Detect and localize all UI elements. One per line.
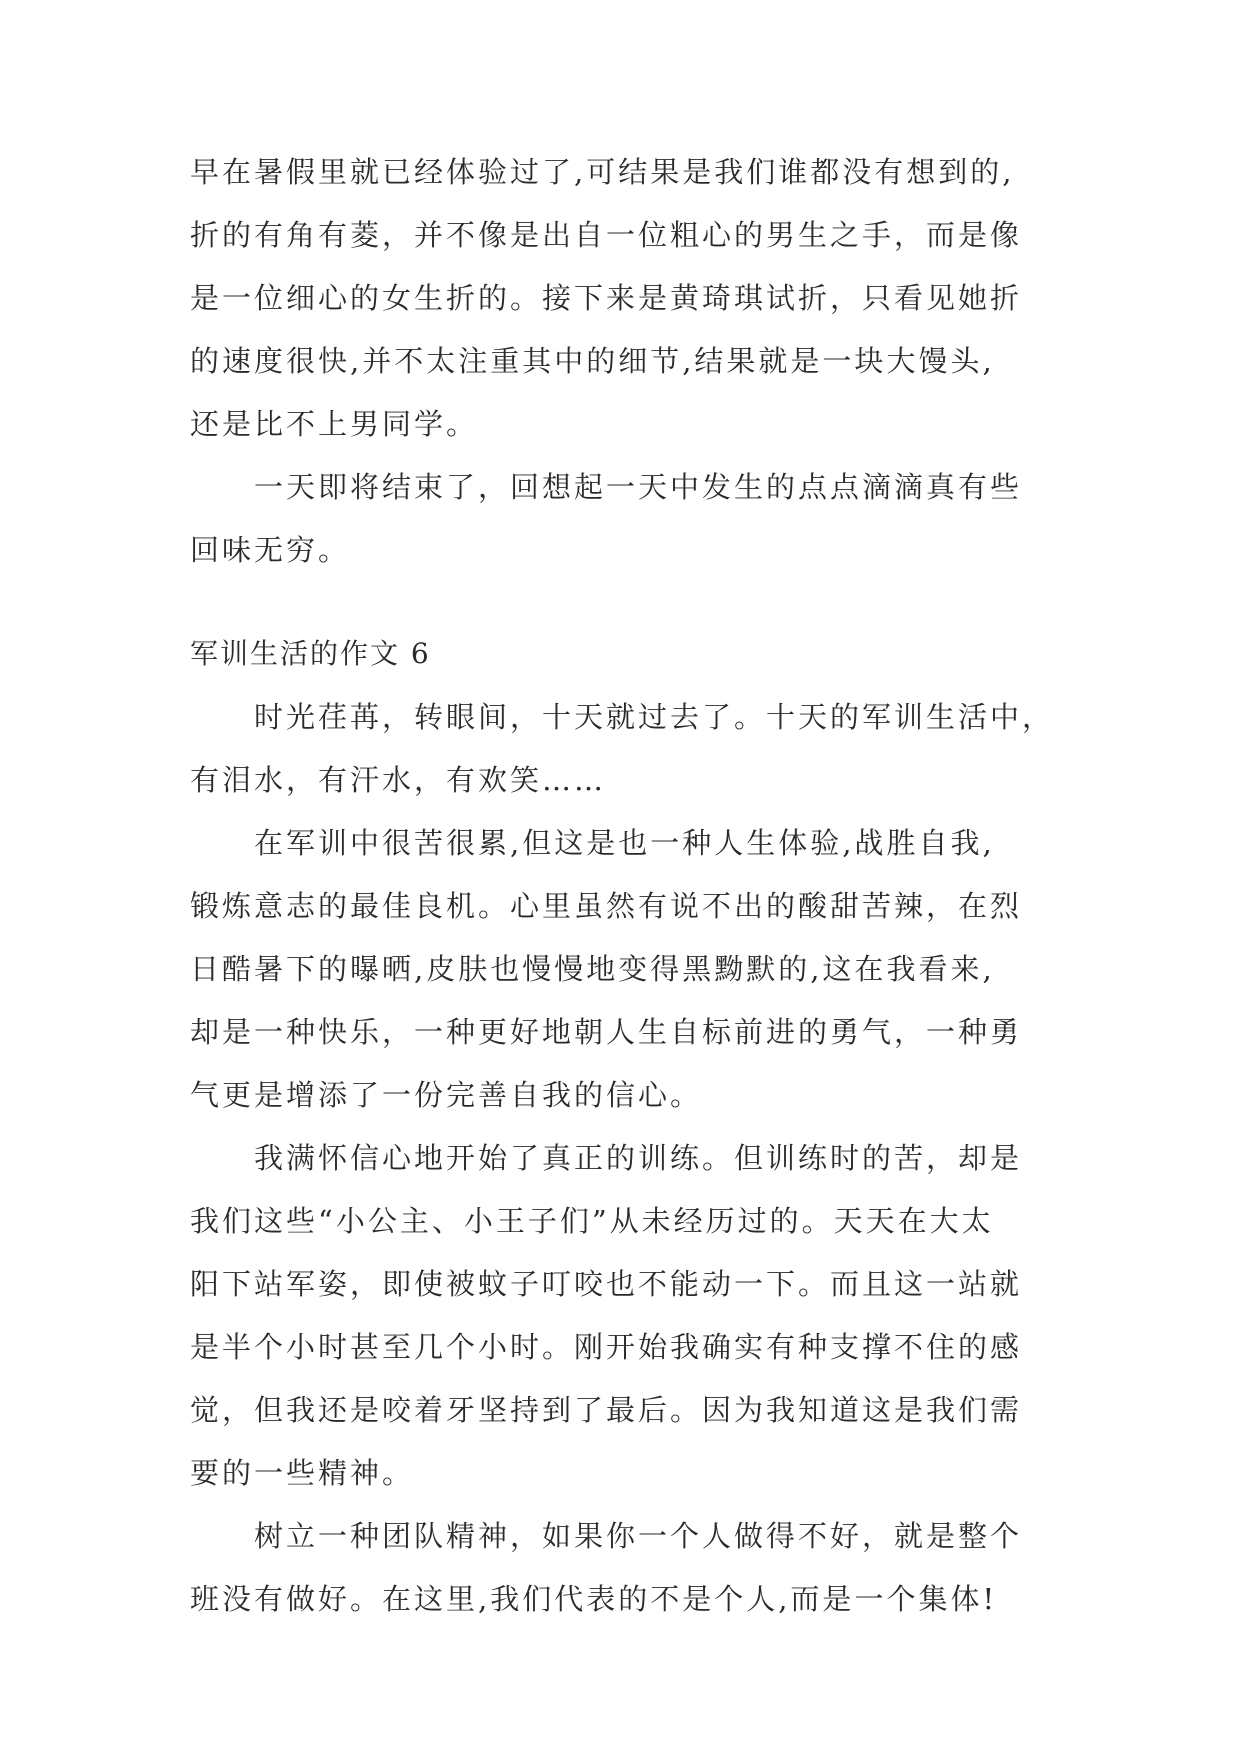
intro-line-3: 是一位细心的女生折的。接下来是黄琦琪试折，只看见她折 <box>190 281 1023 315</box>
p1-line-1: 时光荏苒，转眼间，十天就过去了。十天的军训生活中， <box>190 700 1055 734</box>
p1-line-2: 有泪水，有汗水，有欢笑…… <box>190 763 607 797</box>
p2-line-4: 却是一种快乐，一种更好地朝人生自标前进的勇气，一种勇 <box>190 1015 1023 1049</box>
p2-line-1: 在军训中很苦很累,但这是也一种人生体验,战胜自我, <box>190 826 995 860</box>
p3-line-2: 我们这些“小公主、小王子们”从未经历过的。天天在大太 <box>190 1204 994 1238</box>
p4-line-2: 班没有做好。在这里,我们代表的不是个人,而是一个集体! <box>190 1582 998 1616</box>
p4-line-1: 树立一种团队精神，如果你一个人做得不好，就是整个 <box>190 1519 1023 1553</box>
p3-line-1: 我满怀信心地开始了真正的训练。但训练时的苦，却是 <box>190 1141 1023 1175</box>
p3-line-6: 要的一些精神。 <box>190 1456 415 1490</box>
section-title: 军训生活的作文 6 <box>190 637 431 670</box>
p3-line-5: 觉，但我还是咬着牙坚持到了最后。因为我知道这是我们需 <box>190 1393 1023 1427</box>
p2-line-2: 锻炼意志的最佳良机。心里虽然有说不出的酸甜苦辣，在烈 <box>190 889 1023 923</box>
intro-line-4: 的速度很快,并不太注重其中的细节,结果就是一块大馒头, <box>190 344 995 378</box>
closing-line-2: 回味无穷。 <box>190 533 351 567</box>
intro-line-5: 还是比不上男同学。 <box>190 407 479 441</box>
p2-line-3: 日酷暑下的曝晒,皮肤也慢慢地变得黑黝默的,这在我看来, <box>190 952 995 986</box>
closing-line-1: 一天即将结束了，回想起一天中发生的点点滴滴真有些 <box>190 470 1023 504</box>
intro-line-1: 早在暑假里就已经体验过了,可结果是我们谁都没有想到的, <box>190 155 1015 189</box>
p3-line-4: 是半个小时甚至几个小时。刚开始我确实有种支撑不住的感 <box>190 1330 1023 1364</box>
p2-line-5: 气更是增添了一份完善自我的信心。 <box>190 1078 703 1112</box>
intro-line-2: 折的有角有菱，并不像是出自一位粗心的男生之手，而是像 <box>190 218 1023 252</box>
p3-line-3: 阳下站军姿，即使被蚊子叮咬也不能动一下。而且这一站就 <box>190 1267 1023 1301</box>
